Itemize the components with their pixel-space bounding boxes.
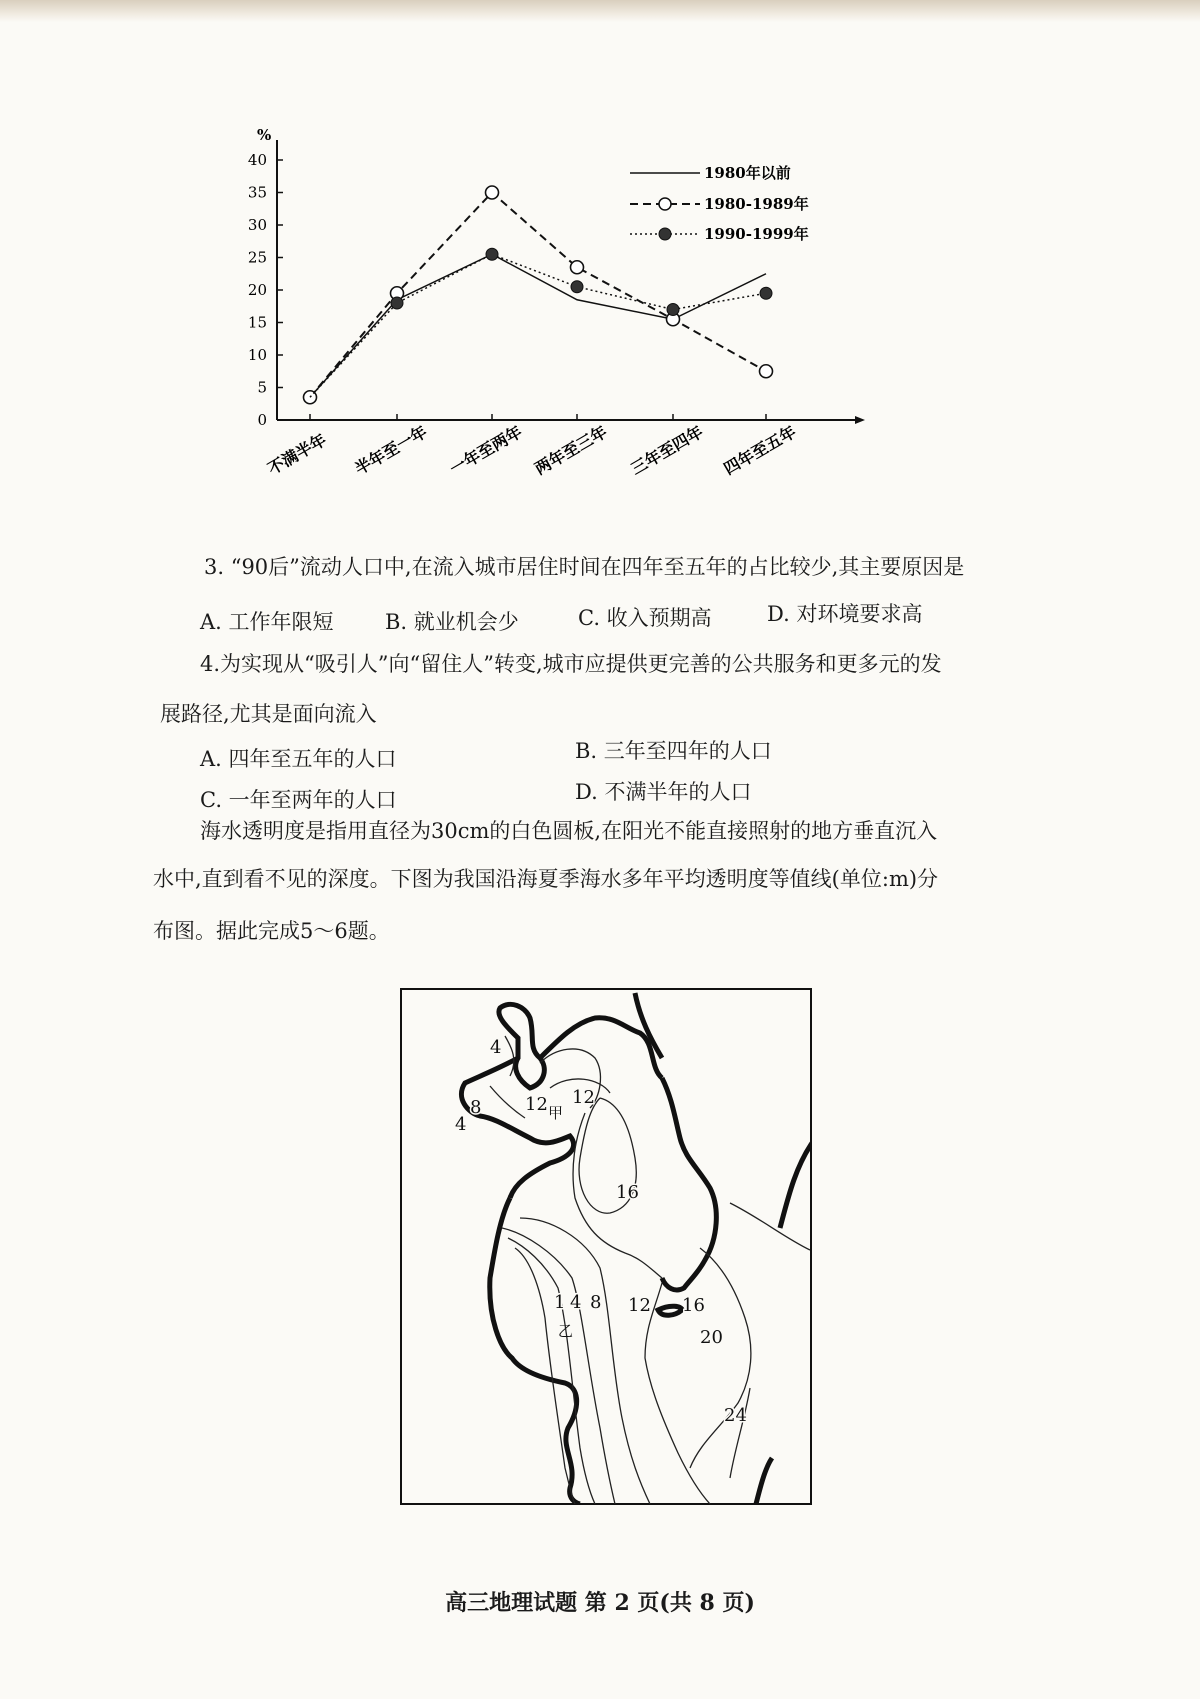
question-4-option-a: A. 四年至五年的人口 bbox=[200, 747, 397, 771]
series-line bbox=[310, 254, 766, 397]
question-3-option-a: A. 工作年限短 bbox=[200, 610, 334, 634]
legend-label: 1980年以前 bbox=[704, 164, 791, 182]
x-tick-label: 两年至三年 bbox=[531, 422, 611, 479]
data-point-filled bbox=[486, 248, 498, 260]
point-label: 乙 bbox=[558, 1322, 574, 1340]
y-tick-label: 0 bbox=[257, 411, 267, 429]
contour-label: 8 bbox=[590, 1292, 602, 1313]
y-tick-label: 40 bbox=[247, 151, 267, 169]
contour-label: 24 bbox=[724, 1405, 747, 1426]
y-tick-label: 25 bbox=[247, 248, 267, 267]
passage-line-2: 水中,直到看不见的深度。下图为我国沿海夏季海水多年平均透明度等值线(单位:m)分 bbox=[153, 867, 939, 891]
contour-label: 4 bbox=[455, 1114, 467, 1135]
x-tick-label: 四年至五年 bbox=[720, 422, 800, 479]
question-3-option-d: D. 对环境要求高 bbox=[767, 602, 923, 626]
question-4-option-b: B. 三年至四年的人口 bbox=[575, 739, 772, 763]
contour-label: 20 bbox=[700, 1327, 723, 1348]
legend-label: 1980-1989年 bbox=[704, 195, 809, 213]
contour-label: 16 bbox=[616, 1182, 639, 1203]
y-tick-label: 10 bbox=[247, 346, 267, 364]
contour-label: 4 bbox=[490, 1037, 502, 1058]
question-4-stem-line2: 展路径,尤其是面向流入 bbox=[160, 702, 377, 726]
page-footer: 高三地理试题 第 2 页(共 8 页) bbox=[445, 1590, 755, 1616]
legend-marker bbox=[659, 198, 671, 210]
y-tick-label: 5 bbox=[257, 378, 267, 397]
x-tick-label: 一年至两年 bbox=[446, 422, 526, 479]
x-tick-label: 不满半年 bbox=[264, 430, 330, 479]
data-point-filled bbox=[667, 304, 679, 316]
contour-label: 12 bbox=[525, 1094, 548, 1115]
x-axis-arrow bbox=[855, 416, 865, 424]
data-point-open bbox=[760, 365, 773, 378]
data-point-filled bbox=[571, 281, 583, 293]
point-label: 甲 bbox=[548, 1104, 564, 1122]
series-line bbox=[310, 193, 766, 398]
x-tick-label: 半年至一年 bbox=[351, 422, 431, 479]
legend-label: 1990-1999年 bbox=[704, 225, 809, 243]
y-tick-label: 35 bbox=[247, 183, 267, 202]
data-point-open bbox=[486, 186, 499, 199]
migration-line-chart bbox=[230, 120, 950, 520]
x-tick-label: 三年至四年 bbox=[627, 422, 707, 479]
passage-line-3: 布图。据此完成5～6题。 bbox=[153, 919, 390, 943]
y-axis-label: % bbox=[257, 126, 272, 144]
y-tick-label: 30 bbox=[247, 216, 267, 234]
contour-label: 8 bbox=[470, 1097, 482, 1118]
contour-label: 4 bbox=[570, 1292, 582, 1313]
contour-label: 12 bbox=[572, 1087, 595, 1108]
map-frame bbox=[401, 989, 811, 1504]
contour-label: 12 bbox=[628, 1295, 651, 1316]
y-tick-label: 20 bbox=[247, 281, 267, 299]
question-4-stem-line1: 4.为实现从“吸引人”向“留住人”转变,城市应提供更完善的公共服务和更多元的发 bbox=[200, 652, 942, 676]
passage-line-1: 海水透明度是指用直径为30cm的白色圆板,在阳光不能直接照射的地方垂直沉入 bbox=[200, 819, 938, 843]
data-point-filled bbox=[391, 297, 403, 309]
series-line bbox=[310, 254, 766, 397]
question-4-option-d: D. 不满半年的人口 bbox=[575, 780, 752, 804]
data-point-filled bbox=[760, 287, 772, 299]
question-3-option-b: B. 就业机会少 bbox=[385, 610, 519, 634]
data-point-open bbox=[571, 261, 584, 274]
legend-marker bbox=[659, 228, 671, 240]
question-3-stem: 3. “90后”流动人口中,在流入城市居住时间在四年至五年的占比较少,其主要原因是 bbox=[204, 555, 965, 579]
y-tick-label: 15 bbox=[247, 313, 267, 332]
question-4-option-c: C. 一年至两年的人口 bbox=[200, 788, 397, 812]
contour-label: 16 bbox=[682, 1295, 705, 1316]
contour-label: 1 bbox=[554, 1292, 566, 1313]
question-3-option-c: C. 收入预期高 bbox=[578, 606, 712, 630]
page-edge-shadow bbox=[0, 0, 1200, 22]
sea-transparency-map bbox=[400, 988, 812, 1505]
